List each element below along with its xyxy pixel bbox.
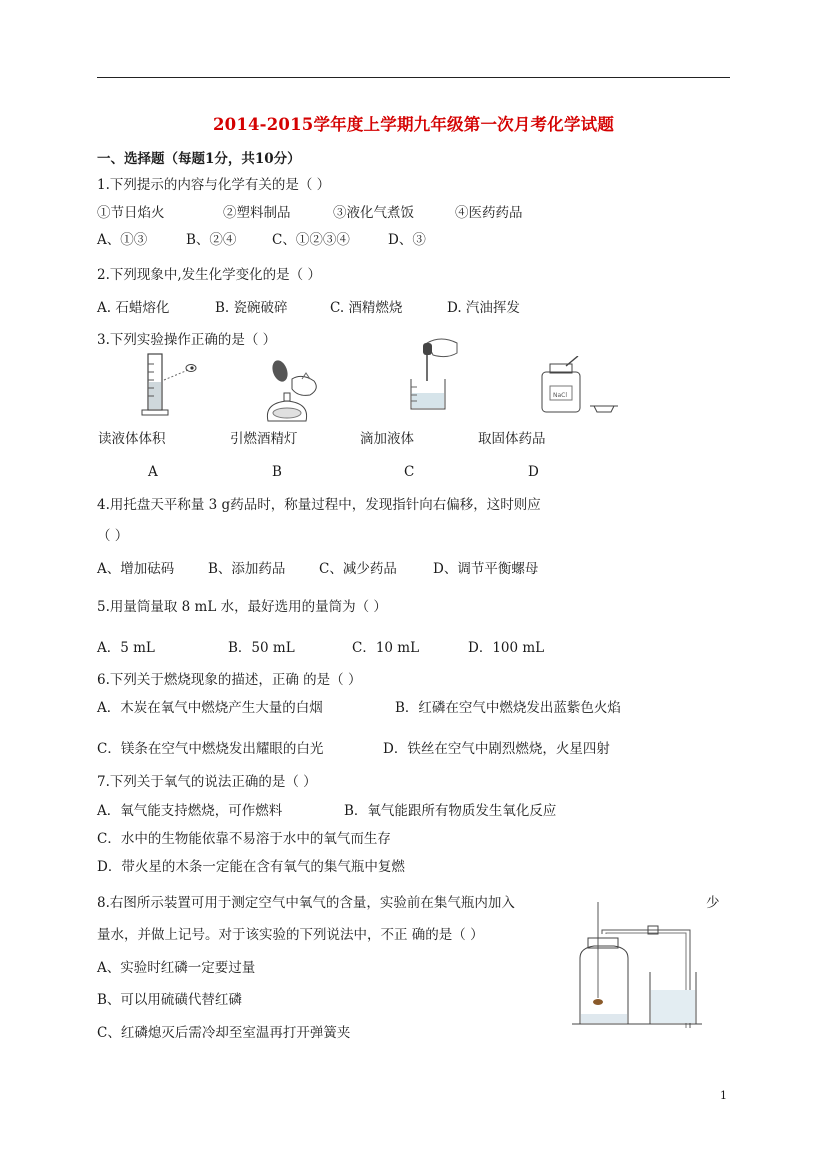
- q1-item: ①节日焰火: [97, 205, 165, 221]
- q1-item: ③液化气煮饭: [333, 205, 414, 221]
- q3-caption: 读液体体积: [98, 431, 166, 447]
- q6-stem: 6.下列关于燃烧现象的描述，正确 的是（ ）: [97, 672, 362, 688]
- q2-option: C. 酒精燃烧: [330, 300, 403, 316]
- q5-stem: 5.用量筒量取 8 mL 水，最好选用的量筒为（ ）: [97, 599, 387, 615]
- q3-letter: C: [404, 464, 415, 480]
- q5-option: A．5 mL: [97, 640, 155, 656]
- q2-option: B. 瓷碗破碎: [215, 300, 288, 316]
- q4-option: B、添加药品: [208, 561, 286, 577]
- q7-option: D．带火星的木条一定能在含有氧气的集气瓶中复燃: [97, 859, 405, 875]
- q6-option: B．红磷在空气中燃烧发出蓝紫色火焰: [395, 700, 621, 716]
- q5-option: D．100 mL: [468, 640, 545, 656]
- q1-item: ②塑料制品: [223, 205, 291, 221]
- page-number: 1: [720, 1089, 727, 1102]
- q5-option: B．50 mL: [228, 640, 295, 656]
- reagent-bottle-figure: [538, 356, 620, 416]
- q7-option: A．氧气能支持燃烧，可作燃料: [97, 803, 283, 819]
- q8-option: A、实验时红磷一定要过量: [97, 960, 256, 976]
- q8-option: B、可以用硫磺代替红磷: [97, 992, 242, 1008]
- q1-option: D、③: [388, 232, 426, 248]
- q3-letter: A: [148, 464, 158, 480]
- q4-stem: 4.用托盘天平称量 3 g药品时，称量过程中，发现指针向右偏移，这时则应: [97, 497, 541, 513]
- header-rule: [97, 77, 730, 78]
- q2-option: A. 石蜡熔化: [97, 300, 170, 316]
- q6-option: D．铁丝在空气中剧烈燃烧，火星四射: [383, 741, 610, 757]
- q8-stem-tail: 少: [706, 895, 720, 911]
- q8-stem-line2: 量水，并做上记号。对于该实验的下列说法中，不正 确的是（ ）: [97, 927, 484, 943]
- q6-option: A．木炭在氧气中燃烧产生大量的白烟: [97, 700, 323, 716]
- q1-stem: 1.下列提示的内容与化学有关的是（ ）: [97, 177, 331, 193]
- q4-option: C、减少药品: [319, 561, 397, 577]
- q1-item: ④医药药品: [455, 205, 523, 221]
- q3-caption: 取固体药品: [478, 431, 546, 447]
- q6-option: C．镁条在空气中燃烧发出耀眼的白光: [97, 741, 324, 757]
- q4-option: D、调节平衡螺母: [433, 561, 539, 577]
- q8-option: C、红磷熄灭后需冷却至室温再打开弹簧夹: [97, 1025, 351, 1041]
- section-heading: 一、选择题（每题1分，共10分）: [97, 151, 301, 167]
- q8-stem-line1: 8.右图所示装置可用于测定空气中氧气的含量，实验前在集气瓶内加入: [97, 895, 515, 911]
- q4-paren: （ ）: [97, 528, 129, 544]
- q2-option: D. 汽油挥发: [447, 300, 520, 316]
- q1-option: B、②④: [186, 232, 237, 248]
- q3-stem: 3.下列实验操作正确的是（ ）: [97, 332, 277, 348]
- q2-stem: 2.下列现象中,发生化学变化的是（ ）: [97, 267, 321, 283]
- q1-option: C、①②③④: [272, 232, 350, 248]
- q3-letter: D: [528, 464, 539, 480]
- q4-option: A、增加砝码: [97, 561, 175, 577]
- q5-option: C．10 mL: [352, 640, 420, 656]
- q3-letter: B: [272, 464, 282, 480]
- q3-caption: 滴加液体: [360, 431, 414, 447]
- q7-option: B．氧气能跟所有物质发生氧化反应: [344, 803, 557, 819]
- svg-text:NaCl: NaCl: [553, 392, 568, 399]
- q3-caption: 引燃酒精灯: [230, 431, 298, 447]
- graduated-cylinder-figure: [128, 352, 204, 418]
- q1-option: A、①③: [97, 232, 148, 248]
- oxygen-apparatus-figure: [572, 898, 702, 1030]
- q7-option: C．水中的生物能依靠不易溶于水中的氧气而生存: [97, 831, 391, 847]
- exam-title: 2014-2015学年度上学期九年级第一次月考化学试题: [212, 115, 615, 134]
- q7-stem: 7.下列关于氧气的说法正确的是（ ）: [97, 774, 317, 790]
- alcohol-lamp-figure: [258, 357, 328, 425]
- dropper-beaker-figure: [405, 337, 465, 413]
